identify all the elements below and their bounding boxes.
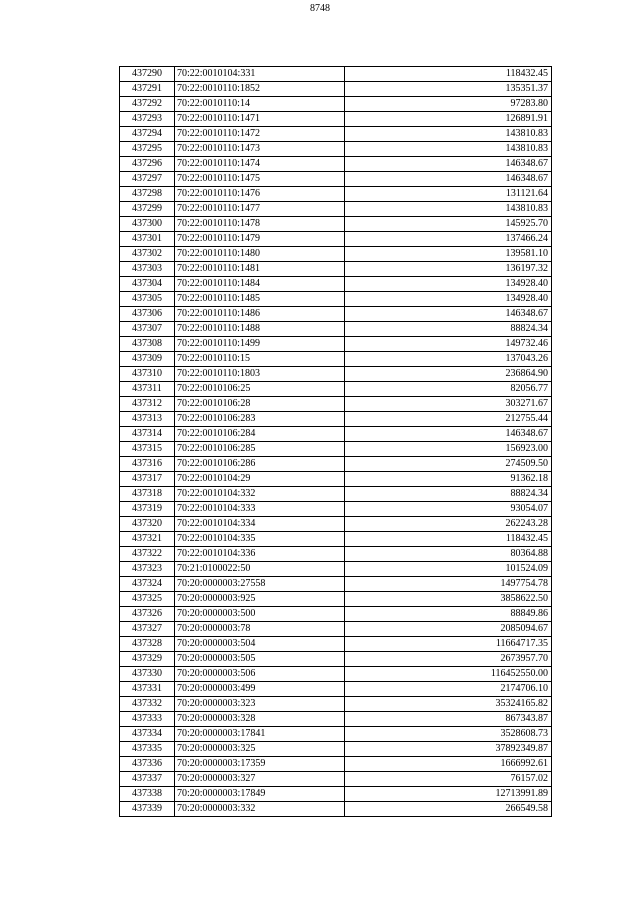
table-row	[120, 682, 552, 697]
row-number-cell: 437322	[120, 547, 175, 562]
row-number-cell: 437312	[120, 397, 175, 412]
table-row	[120, 607, 552, 622]
table-row	[120, 562, 552, 577]
cadastral-number-cell: 70:22:0010110:1476	[175, 187, 345, 202]
table-row	[120, 382, 552, 397]
value-cell: 1497754.78	[345, 577, 552, 592]
value-cell: 146348.67	[345, 307, 552, 322]
value-cell: 88849.86	[345, 607, 552, 622]
cadastral-number-cell: 70:22:0010110:1481	[175, 262, 345, 277]
table-row	[120, 532, 552, 547]
row-number-cell: 437328	[120, 637, 175, 652]
table-row	[120, 772, 552, 787]
table-row	[120, 547, 552, 562]
value-cell: 11664717.35	[345, 637, 552, 652]
table-row	[120, 802, 552, 817]
value-cell: 262243.28	[345, 517, 552, 532]
table-row	[120, 412, 552, 427]
row-number-cell: 437305	[120, 292, 175, 307]
cadastral-number-cell: 70:20:0000003:505	[175, 652, 345, 667]
row-number-cell: 437320	[120, 517, 175, 532]
table-row	[120, 142, 552, 157]
table-row	[120, 292, 552, 307]
cadastral-number-cell: 70:22:0010110:1472	[175, 127, 345, 142]
table-row	[120, 502, 552, 517]
table-row	[120, 127, 552, 142]
cadastral-number-cell: 70:22:0010110:1477	[175, 202, 345, 217]
row-number-cell: 437333	[120, 712, 175, 727]
table-row	[120, 577, 552, 592]
row-number-cell: 437318	[120, 487, 175, 502]
cadastral-number-cell: 70:20:0000003:506	[175, 667, 345, 682]
table-row	[120, 622, 552, 637]
value-cell: 116452550.00	[345, 667, 552, 682]
table-row	[120, 322, 552, 337]
cadastral-number-cell: 70:21:0100022:50	[175, 562, 345, 577]
value-cell: 80364.88	[345, 547, 552, 562]
table-row	[120, 487, 552, 502]
row-number-cell: 437313	[120, 412, 175, 427]
cadastral-number-cell: 70:22:0010104:335	[175, 532, 345, 547]
value-cell: 88824.34	[345, 487, 552, 502]
cadastral-number-cell: 70:22:0010110:1484	[175, 277, 345, 292]
table-row	[120, 727, 552, 742]
value-cell: 101524.09	[345, 562, 552, 577]
cadastral-number-cell: 70:22:0010110:1485	[175, 292, 345, 307]
value-cell: 2174706.10	[345, 682, 552, 697]
cadastral-number-cell: 70:22:0010106:285	[175, 442, 345, 457]
cadastral-number-cell: 70:22:0010110:1475	[175, 172, 345, 187]
row-number-cell: 437338	[120, 787, 175, 802]
value-cell: 149732.46	[345, 337, 552, 352]
value-cell: 146348.67	[345, 172, 552, 187]
cadastral-number-cell: 70:22:0010106:284	[175, 427, 345, 442]
row-number-cell: 437327	[120, 622, 175, 637]
table-row	[120, 667, 552, 682]
value-cell: 118432.45	[345, 67, 552, 82]
cadastral-number-cell: 70:20:0000003:325	[175, 742, 345, 757]
table-row	[120, 97, 552, 112]
table-row	[120, 652, 552, 667]
value-cell: 37892349.87	[345, 742, 552, 757]
row-number-cell: 437299	[120, 202, 175, 217]
cadastral-number-cell: 70:22:0010110:1473	[175, 142, 345, 157]
value-cell: 82056.77	[345, 382, 552, 397]
cadastral-number-cell: 70:22:0010104:333	[175, 502, 345, 517]
cadastral-number-cell: 70:22:0010104:331	[175, 67, 345, 82]
cadastral-number-cell: 70:22:0010110:1478	[175, 217, 345, 232]
row-number-cell: 437302	[120, 247, 175, 262]
value-cell: 93054.07	[345, 502, 552, 517]
value-cell: 135351.37	[345, 82, 552, 97]
row-number-cell: 437325	[120, 592, 175, 607]
value-cell: 274509.50	[345, 457, 552, 472]
row-number-cell: 437310	[120, 367, 175, 382]
table-row	[120, 742, 552, 757]
row-number-cell: 437311	[120, 382, 175, 397]
table-row	[120, 112, 552, 127]
cadastral-number-cell: 70:22:0010110:1486	[175, 307, 345, 322]
value-cell: 12713991.89	[345, 787, 552, 802]
value-cell: 2673957.70	[345, 652, 552, 667]
cadastral-number-cell: 70:22:0010110:1480	[175, 247, 345, 262]
cadastral-number-cell: 70:22:0010110:15	[175, 352, 345, 367]
value-cell: 212755.44	[345, 412, 552, 427]
row-number-cell: 437290	[120, 67, 175, 82]
value-cell: 143810.83	[345, 202, 552, 217]
row-number-cell: 437324	[120, 577, 175, 592]
cadastral-number-cell: 70:22:0010104:334	[175, 517, 345, 532]
cadastral-number-cell: 70:22:0010110:1479	[175, 232, 345, 247]
value-cell: 91362.18	[345, 472, 552, 487]
cadastral-number-cell: 70:22:0010106:283	[175, 412, 345, 427]
cadastral-number-cell: 70:20:0000003:327	[175, 772, 345, 787]
row-number-cell: 437303	[120, 262, 175, 277]
row-number-cell: 437335	[120, 742, 175, 757]
cadastral-number-cell: 70:22:0010110:1488	[175, 322, 345, 337]
table-row	[120, 247, 552, 262]
value-cell: 3528608.73	[345, 727, 552, 742]
cadastral-number-cell: 70:22:0010106:28	[175, 397, 345, 412]
row-number-cell: 437301	[120, 232, 175, 247]
row-number-cell: 437319	[120, 502, 175, 517]
cadastral-number-cell: 70:20:0000003:504	[175, 637, 345, 652]
value-cell: 136197.32	[345, 262, 552, 277]
cadastral-number-cell: 70:22:0010110:1803	[175, 367, 345, 382]
value-cell: 76157.02	[345, 772, 552, 787]
value-cell: 266549.58	[345, 802, 552, 817]
cadastral-number-cell: 70:20:0000003:332	[175, 802, 345, 817]
cadastral-number-cell: 70:22:0010104:29	[175, 472, 345, 487]
value-cell: 303271.67	[345, 397, 552, 412]
row-number-cell: 437308	[120, 337, 175, 352]
cadastral-number-cell: 70:20:0000003:323	[175, 697, 345, 712]
value-cell: 137043.26	[345, 352, 552, 367]
table-row	[120, 67, 552, 82]
table-row	[120, 172, 552, 187]
table-row	[120, 787, 552, 802]
row-number-cell: 437323	[120, 562, 175, 577]
value-cell: 97283.80	[345, 97, 552, 112]
row-number-cell: 437298	[120, 187, 175, 202]
table-body	[120, 67, 552, 817]
row-number-cell: 437306	[120, 307, 175, 322]
table-row	[120, 517, 552, 532]
page-number: 8748	[310, 3, 330, 14]
row-number-cell: 437294	[120, 127, 175, 142]
table-row	[120, 457, 552, 472]
cadastral-number-cell: 70:20:0000003:17359	[175, 757, 345, 772]
cadastral-number-cell: 70:22:0010104:332	[175, 487, 345, 502]
cadastral-number-cell: 70:22:0010110:1474	[175, 157, 345, 172]
row-number-cell: 437330	[120, 667, 175, 682]
cadastral-number-cell: 70:22:0010110:1852	[175, 82, 345, 97]
cadastral-number-cell: 70:22:0010110:1499	[175, 337, 345, 352]
value-cell: 137466.24	[345, 232, 552, 247]
value-cell: 236864.90	[345, 367, 552, 382]
cadastral-number-cell: 70:20:0000003:17849	[175, 787, 345, 802]
value-cell: 146348.67	[345, 157, 552, 172]
cadastral-number-cell: 70:22:0010106:25	[175, 382, 345, 397]
table-row	[120, 367, 552, 382]
row-number-cell: 437292	[120, 97, 175, 112]
row-number-cell: 437314	[120, 427, 175, 442]
value-cell: 146348.67	[345, 427, 552, 442]
row-number-cell: 437316	[120, 457, 175, 472]
table-row	[120, 157, 552, 172]
value-cell: 143810.83	[345, 142, 552, 157]
cadastral-number-cell: 70:22:0010104:336	[175, 547, 345, 562]
table-row	[120, 202, 552, 217]
value-cell: 156923.00	[345, 442, 552, 457]
row-number-cell: 437337	[120, 772, 175, 787]
table-row	[120, 262, 552, 277]
table-row	[120, 82, 552, 97]
value-cell: 134928.40	[345, 277, 552, 292]
cadastral-number-cell: 70:20:0000003:925	[175, 592, 345, 607]
table-row	[120, 187, 552, 202]
value-cell: 134928.40	[345, 292, 552, 307]
value-cell: 3858622.50	[345, 592, 552, 607]
cadastral-number-cell: 70:20:0000003:78	[175, 622, 345, 637]
cadastral-number-cell: 70:20:0000003:328	[175, 712, 345, 727]
row-number-cell: 437331	[120, 682, 175, 697]
value-cell: 126891.91	[345, 112, 552, 127]
row-number-cell: 437317	[120, 472, 175, 487]
table-row	[120, 757, 552, 772]
table-row	[120, 397, 552, 412]
value-cell: 131121.64	[345, 187, 552, 202]
value-cell: 1666992.61	[345, 757, 552, 772]
table-row	[120, 307, 552, 322]
table-row	[120, 232, 552, 247]
row-number-cell: 437304	[120, 277, 175, 292]
row-number-cell: 437332	[120, 697, 175, 712]
row-number-cell: 437326	[120, 607, 175, 622]
table-row	[120, 217, 552, 232]
table-row	[120, 712, 552, 727]
value-cell: 35324165.82	[345, 697, 552, 712]
cadastral-number-cell: 70:22:0010106:286	[175, 457, 345, 472]
row-number-cell: 437300	[120, 217, 175, 232]
row-number-cell: 437293	[120, 112, 175, 127]
cadastral-number-cell: 70:22:0010110:14	[175, 97, 345, 112]
cadastral-number-cell: 70:20:0000003:17841	[175, 727, 345, 742]
table-row	[120, 277, 552, 292]
value-cell: 139581.10	[345, 247, 552, 262]
row-number-cell: 437315	[120, 442, 175, 457]
cadastral-number-cell: 70:20:0000003:500	[175, 607, 345, 622]
cadastral-number-cell: 70:20:0000003:499	[175, 682, 345, 697]
row-number-cell: 437295	[120, 142, 175, 157]
table-row	[120, 442, 552, 457]
row-number-cell: 437307	[120, 322, 175, 337]
table-row	[120, 472, 552, 487]
value-cell: 118432.45	[345, 532, 552, 547]
row-number-cell: 437334	[120, 727, 175, 742]
cadastral-number-cell: 70:22:0010110:1471	[175, 112, 345, 127]
row-number-cell: 437321	[120, 532, 175, 547]
table-row	[120, 337, 552, 352]
registry-table	[119, 66, 552, 817]
value-cell: 145925.70	[345, 217, 552, 232]
row-number-cell: 437297	[120, 172, 175, 187]
table-row	[120, 352, 552, 367]
value-cell: 2085094.67	[345, 622, 552, 637]
table-row	[120, 427, 552, 442]
row-number-cell: 437336	[120, 757, 175, 772]
value-cell: 867343.87	[345, 712, 552, 727]
cadastral-number-cell: 70:20:0000003:27558	[175, 577, 345, 592]
row-number-cell: 437339	[120, 802, 175, 817]
value-cell: 143810.83	[345, 127, 552, 142]
value-cell: 88824.34	[345, 322, 552, 337]
table-row	[120, 592, 552, 607]
row-number-cell: 437309	[120, 352, 175, 367]
row-number-cell: 437329	[120, 652, 175, 667]
row-number-cell: 437296	[120, 157, 175, 172]
row-number-cell: 437291	[120, 82, 175, 97]
table-row	[120, 697, 552, 712]
table-row	[120, 637, 552, 652]
